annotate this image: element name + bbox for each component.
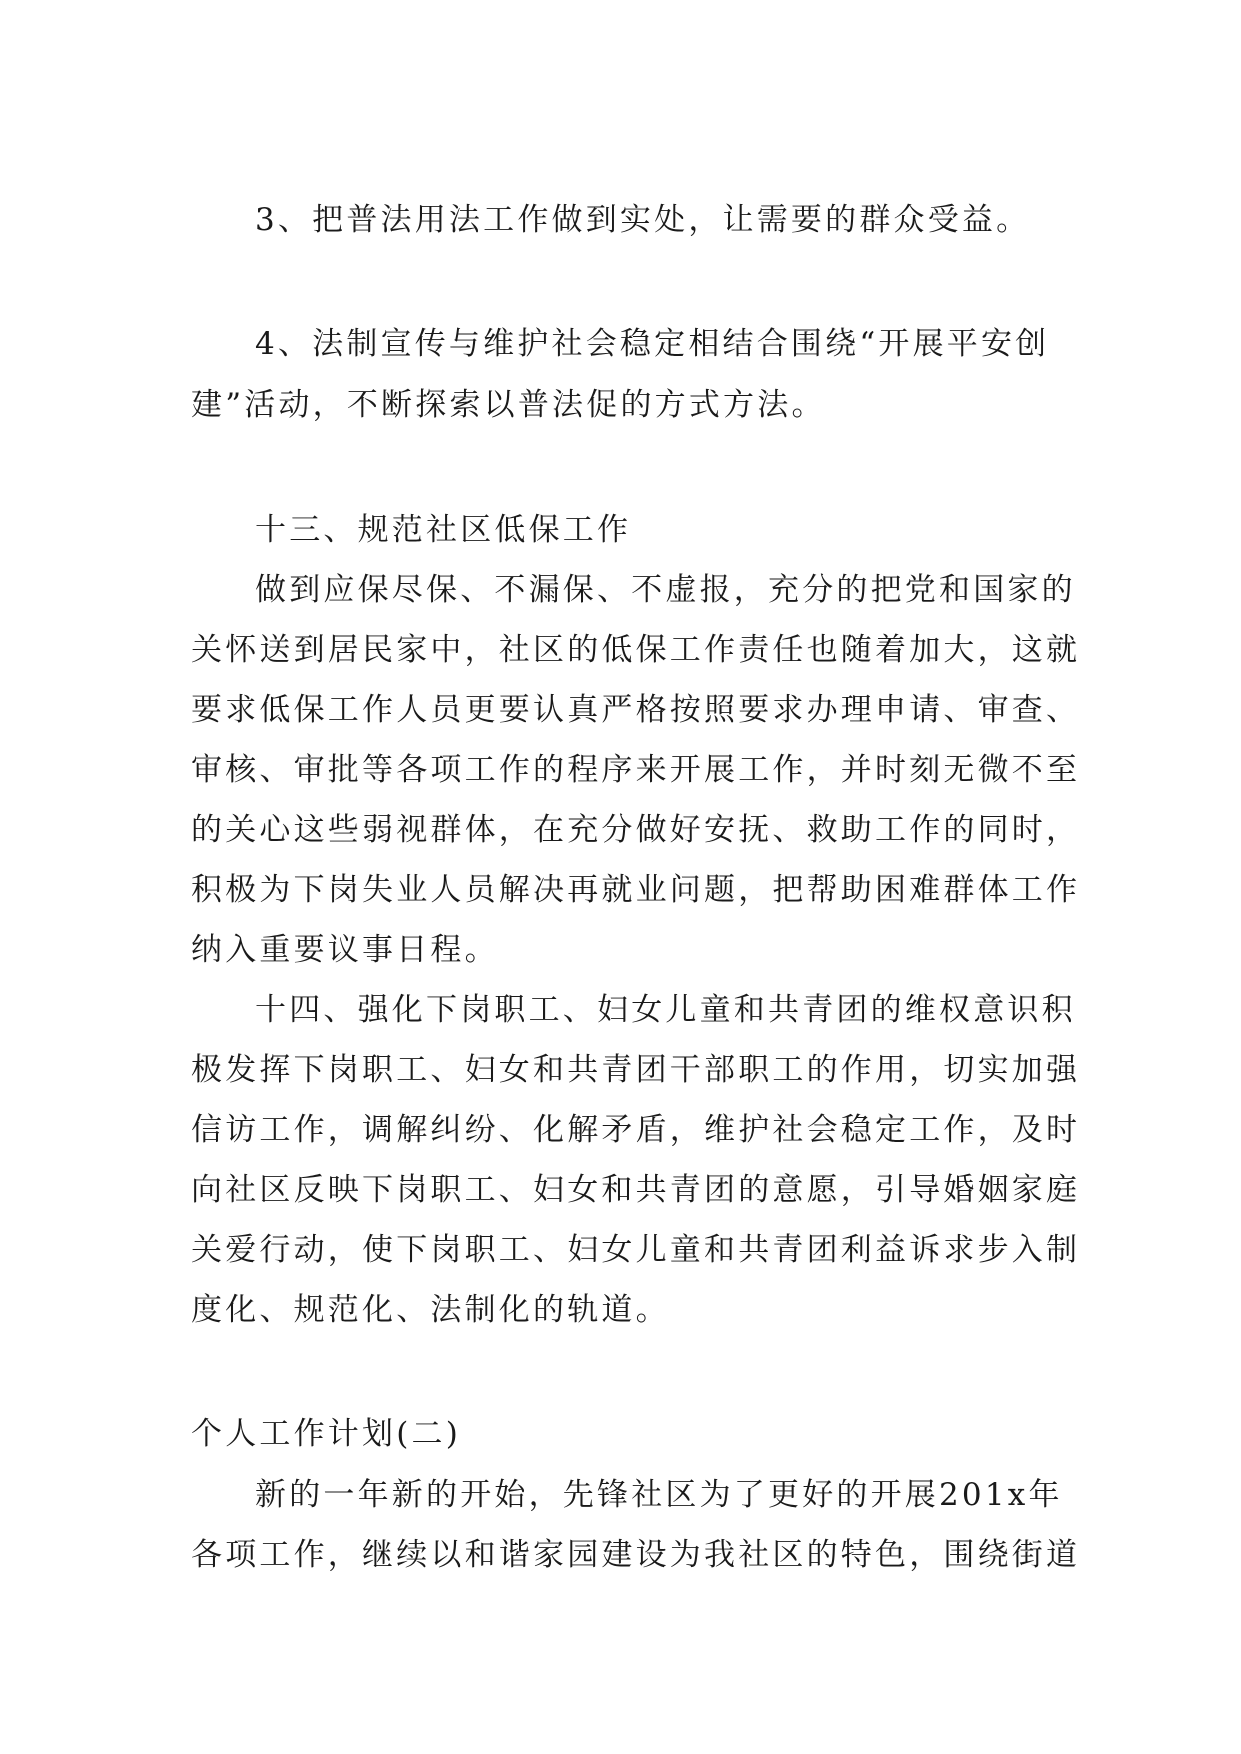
paragraph-line-9: 的关心这些弱视群体，在充分做好安抚、救助工作的同时，	[191, 812, 1081, 848]
paragraph-line-10: 积极为下岗失业人员解决再就业问题，把帮助困难群体工作	[191, 872, 1081, 908]
paragraph-line-14: 信访工作，调解纠纷、化解矛盾，维护社会稳定工作，及时	[191, 1112, 1081, 1148]
section-heading-13: 十三、规范社区低保工作	[255, 512, 632, 548]
paragraph-line-1: 3、把普法用法工作做到实处，让需要的群众受益。	[255, 202, 1031, 238]
paragraph-line-11: 纳入重要议事日程。	[191, 932, 499, 968]
paragraph-line-5: 做到应保尽保、不漏保、不虚报，充分的把党和国家的	[255, 572, 1076, 608]
paragraph-line-20: 各项工作，继续以和谐家园建设为我社区的特色，围绕街道	[191, 1537, 1081, 1573]
paragraph-line-7: 要求低保工作人员更要认真严格按照要求办理申请、审查、	[191, 692, 1081, 728]
paragraph-line-15: 向社区反映下岗职工、妇女和共青团的意愿，引导婚姻家庭	[191, 1172, 1081, 1208]
section-heading-14: 十四、强化下岗职工、妇女儿童和共青团的维权意识积	[255, 992, 1076, 1028]
paragraph-line-2: 4、法制宣传与维护社会稳定相结合围绕“开展平安创	[255, 326, 1050, 362]
paragraph-line-6: 关怀送到居民家中，社区的低保工作责任也随着加大，这就	[191, 632, 1081, 668]
paragraph-line-19: 新的一年新的开始，先锋社区为了更好的开展201x年	[255, 1477, 1063, 1513]
paragraph-line-17: 度化、规范化、法制化的轨道。	[191, 1292, 670, 1328]
paragraph-line-16: 关爱行动，使下岗职工、妇女儿童和共青团利益诉求步入制	[191, 1232, 1081, 1268]
paragraph-line-3: 建”活动，不断探索以普法促的方式方法。	[191, 387, 826, 423]
subtitle-personal-work-plan: 个人工作计划(二)	[191, 1416, 461, 1452]
paragraph-line-13: 极发挥下岗职工、妇女和共青团干部职工的作用，切实加强	[191, 1052, 1081, 1088]
paragraph-line-8: 审核、审批等各项工作的程序来开展工作，并时刻无微不至	[191, 752, 1081, 788]
